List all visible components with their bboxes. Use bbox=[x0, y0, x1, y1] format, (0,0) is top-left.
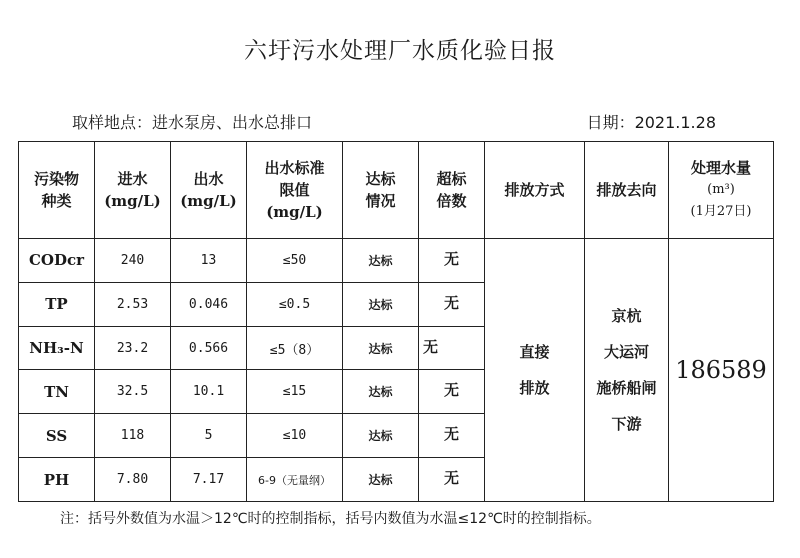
row-effluent: 0.046 bbox=[171, 282, 247, 326]
row-standard: 达标 bbox=[343, 239, 419, 283]
row-exceed: 无 bbox=[419, 370, 485, 414]
row-limit: 6-9（无量纲） bbox=[247, 458, 343, 502]
header-item: 污染物 种类 bbox=[19, 142, 95, 239]
header-discharge-dest: 排放去向 bbox=[585, 142, 669, 239]
row-influent: 32.5 bbox=[95, 370, 171, 414]
row-influent: 23.2 bbox=[95, 326, 171, 370]
row-limit: ≤50 bbox=[247, 239, 343, 283]
row-exceed: 无 bbox=[419, 282, 485, 326]
header-effluent: 出水 (mg/L) bbox=[171, 142, 247, 239]
row-standard: 达标 bbox=[343, 326, 419, 370]
row-limit: ≤15 bbox=[247, 370, 343, 414]
water-quality-table bbox=[18, 141, 774, 502]
row-effluent: 10.1 bbox=[171, 370, 247, 414]
discharge-destination: 京杭 大运河 施桥船闸 下游 bbox=[585, 239, 669, 502]
header-row bbox=[19, 142, 774, 239]
discharge-method: 直接 排放 bbox=[485, 239, 585, 502]
row-item: PH bbox=[19, 458, 95, 502]
header-influent: 进水 (mg/L) bbox=[95, 142, 171, 239]
header-flow: 处理水量 (m³) (1月27日) bbox=[669, 142, 774, 239]
row-limit: ≤0.5 bbox=[247, 282, 343, 326]
row-effluent: 0.566 bbox=[171, 326, 247, 370]
row-effluent: 7.17 bbox=[171, 458, 247, 502]
row-influent: 118 bbox=[95, 414, 171, 458]
report-date: 日期：2021.1.28 bbox=[586, 113, 716, 132]
row-influent: 7.80 bbox=[95, 458, 171, 502]
header-discharge-method: 排放方式 bbox=[485, 142, 585, 239]
row-limit: ≤5（8） bbox=[247, 326, 343, 370]
row-exceed: 无 bbox=[419, 414, 485, 458]
row-standard: 达标 bbox=[343, 282, 419, 326]
row-item: NH₃-N bbox=[19, 326, 95, 370]
row-item: SS bbox=[19, 414, 95, 458]
row-exceed: 无 bbox=[419, 458, 485, 502]
sampling-location: 取样地点：进水泵房、出水总排口 bbox=[72, 113, 313, 132]
row-item: TN bbox=[19, 370, 95, 414]
row-influent: 2.53 bbox=[95, 282, 171, 326]
row-exceed: 无 bbox=[419, 326, 485, 370]
header-limit: 出水标准 限值 (mg/L) bbox=[247, 142, 343, 239]
treated-flow-value: 186589 bbox=[669, 239, 774, 502]
row-effluent: 5 bbox=[171, 414, 247, 458]
row-influent: 240 bbox=[95, 239, 171, 283]
row-standard: 达标 bbox=[343, 414, 419, 458]
row-item: CODcr bbox=[19, 239, 95, 283]
report-title: 六圩污水处理厂水质化验日报 bbox=[244, 38, 556, 64]
header-exceed: 超标 倍数 bbox=[419, 142, 485, 239]
header-standard: 达标 情况 bbox=[343, 142, 419, 239]
row-item: TP bbox=[19, 282, 95, 326]
row-effluent: 13 bbox=[171, 239, 247, 283]
row-limit: ≤10 bbox=[247, 414, 343, 458]
row-standard: 达标 bbox=[343, 370, 419, 414]
footnote: 注：括号外数值为水温＞12℃时的控制指标，括号内数值为水温≤12℃时的控制指标。 bbox=[60, 511, 601, 527]
table-row bbox=[19, 239, 774, 283]
row-standard: 达标 bbox=[343, 458, 419, 502]
row-exceed: 无 bbox=[419, 239, 485, 283]
